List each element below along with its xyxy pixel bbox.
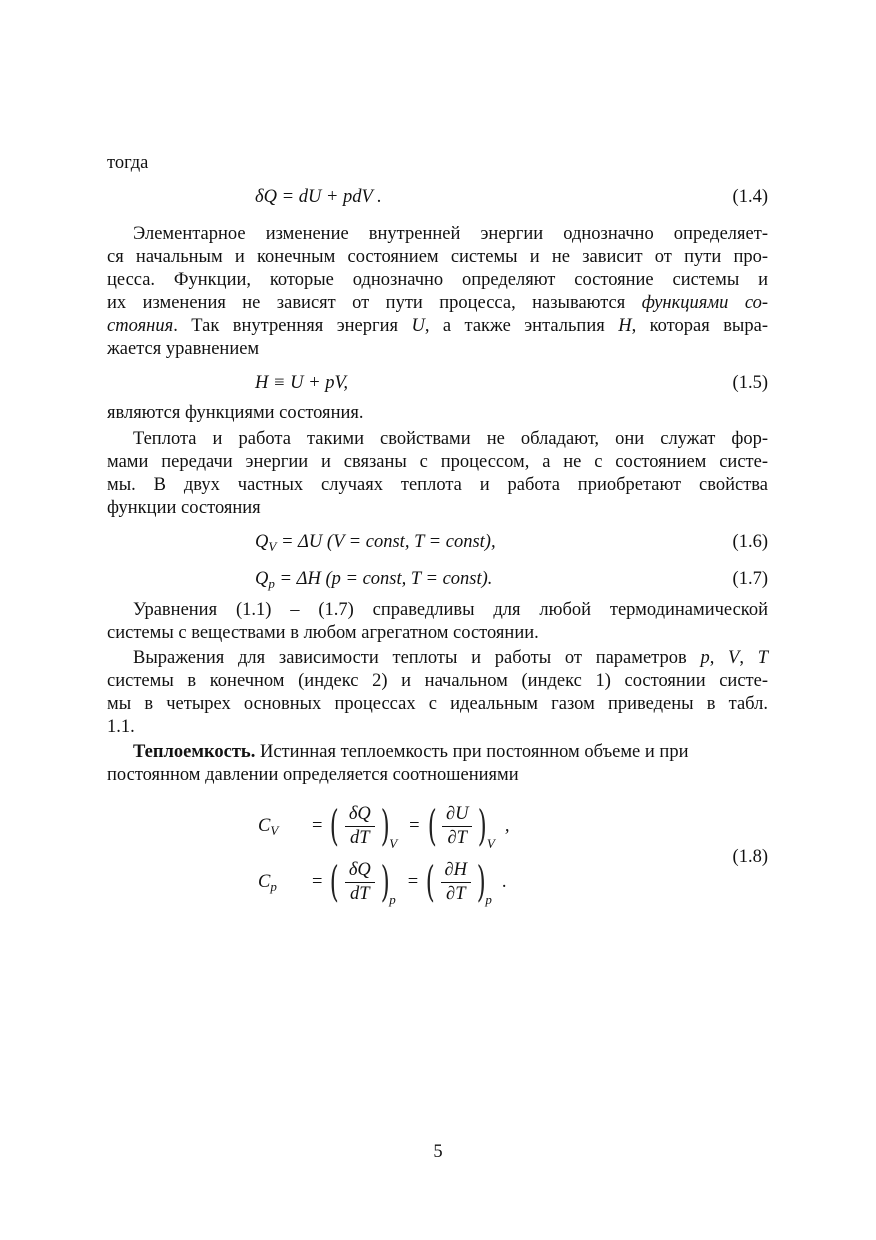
- text-line: Уравнения (1.1) – (1.7) справедливы для любой термодинамической: [133, 600, 768, 620]
- text-line: стояния. Так внутренняя энергия U, а также энтальпия H, которая выра-: [107, 316, 768, 336]
- equation-1-8-row-2: $C_p$ = ( $\frac{\delta Q}{dT}$ ) p = ( $\frac{\partial H}{\partial T}$ ) p .: [258, 857, 507, 907]
- text-line: Элементарное изменение внутренней энергии однозначно определяет-: [133, 224, 768, 244]
- equation-1-4: δQ = dU + pdV .: [255, 187, 382, 207]
- equation-number: (1.8): [732, 847, 768, 867]
- equation-number: (1.5): [732, 373, 768, 393]
- text-line: мы в четырех основных процессах с идеальным газом приведены в табл.: [107, 694, 768, 714]
- text-line: постоянном давлении определяется соотношениями: [107, 765, 519, 785]
- equation-1-5: H ≡ U + pV,: [255, 373, 348, 393]
- text-line: Теплоемкость. Истинная теплоемкость при постоянном объеме и при: [133, 742, 689, 762]
- text-line: жается уравнением: [107, 339, 260, 359]
- equation-number: (1.6): [732, 532, 768, 552]
- equation-1-7: $Q_p = \Delta H$ (p = const, T = const).: [255, 569, 493, 591]
- text-line: ся начальным и конечным состоянием системы и не зависит от пути про-: [107, 247, 768, 267]
- equation-number: (1.7): [732, 569, 768, 589]
- text-line: системы с веществами в любом агрегатном состоянии.: [107, 623, 539, 643]
- text-line: Выражения для зависимости теплоты и работы от параметров p, V, T: [133, 648, 768, 668]
- text-line: 1.1.: [107, 717, 135, 737]
- text-line: функции состояния: [107, 498, 261, 518]
- text-line: их изменения не зависят от пути процесса, называются функциями со-: [107, 293, 768, 313]
- equation-1-6: $Q_V = \Delta U$ (V = const, T = const),: [255, 532, 496, 554]
- text-line: тогда: [107, 153, 149, 173]
- page-number: 5: [433, 1142, 443, 1162]
- equation-1-8-row-1: $C_V$ = ( $\frac{\delta Q}{dT}$ ) V = ( $\frac{\partial U}{\partial T}$ ) V ,: [258, 801, 510, 851]
- equation-number: (1.4): [732, 187, 768, 207]
- text-line: цесса. Функции, которые однозначно определяют состояние системы и: [107, 270, 768, 290]
- text-line: являются функциями состояния.: [107, 403, 364, 423]
- text-line: Теплота и работа такими свойствами не обладают, они служат фор-: [133, 429, 768, 449]
- text-line: мами передачи энергии и связаны с процессом, а не с состоянием систе-: [107, 452, 768, 472]
- text-line: системы в конечном (индекс 2) и начальном (индекс 1) состоянии систе-: [107, 671, 768, 691]
- text-line: мы. В двух частных случаях теплота и работа приобретают свойства: [107, 475, 768, 495]
